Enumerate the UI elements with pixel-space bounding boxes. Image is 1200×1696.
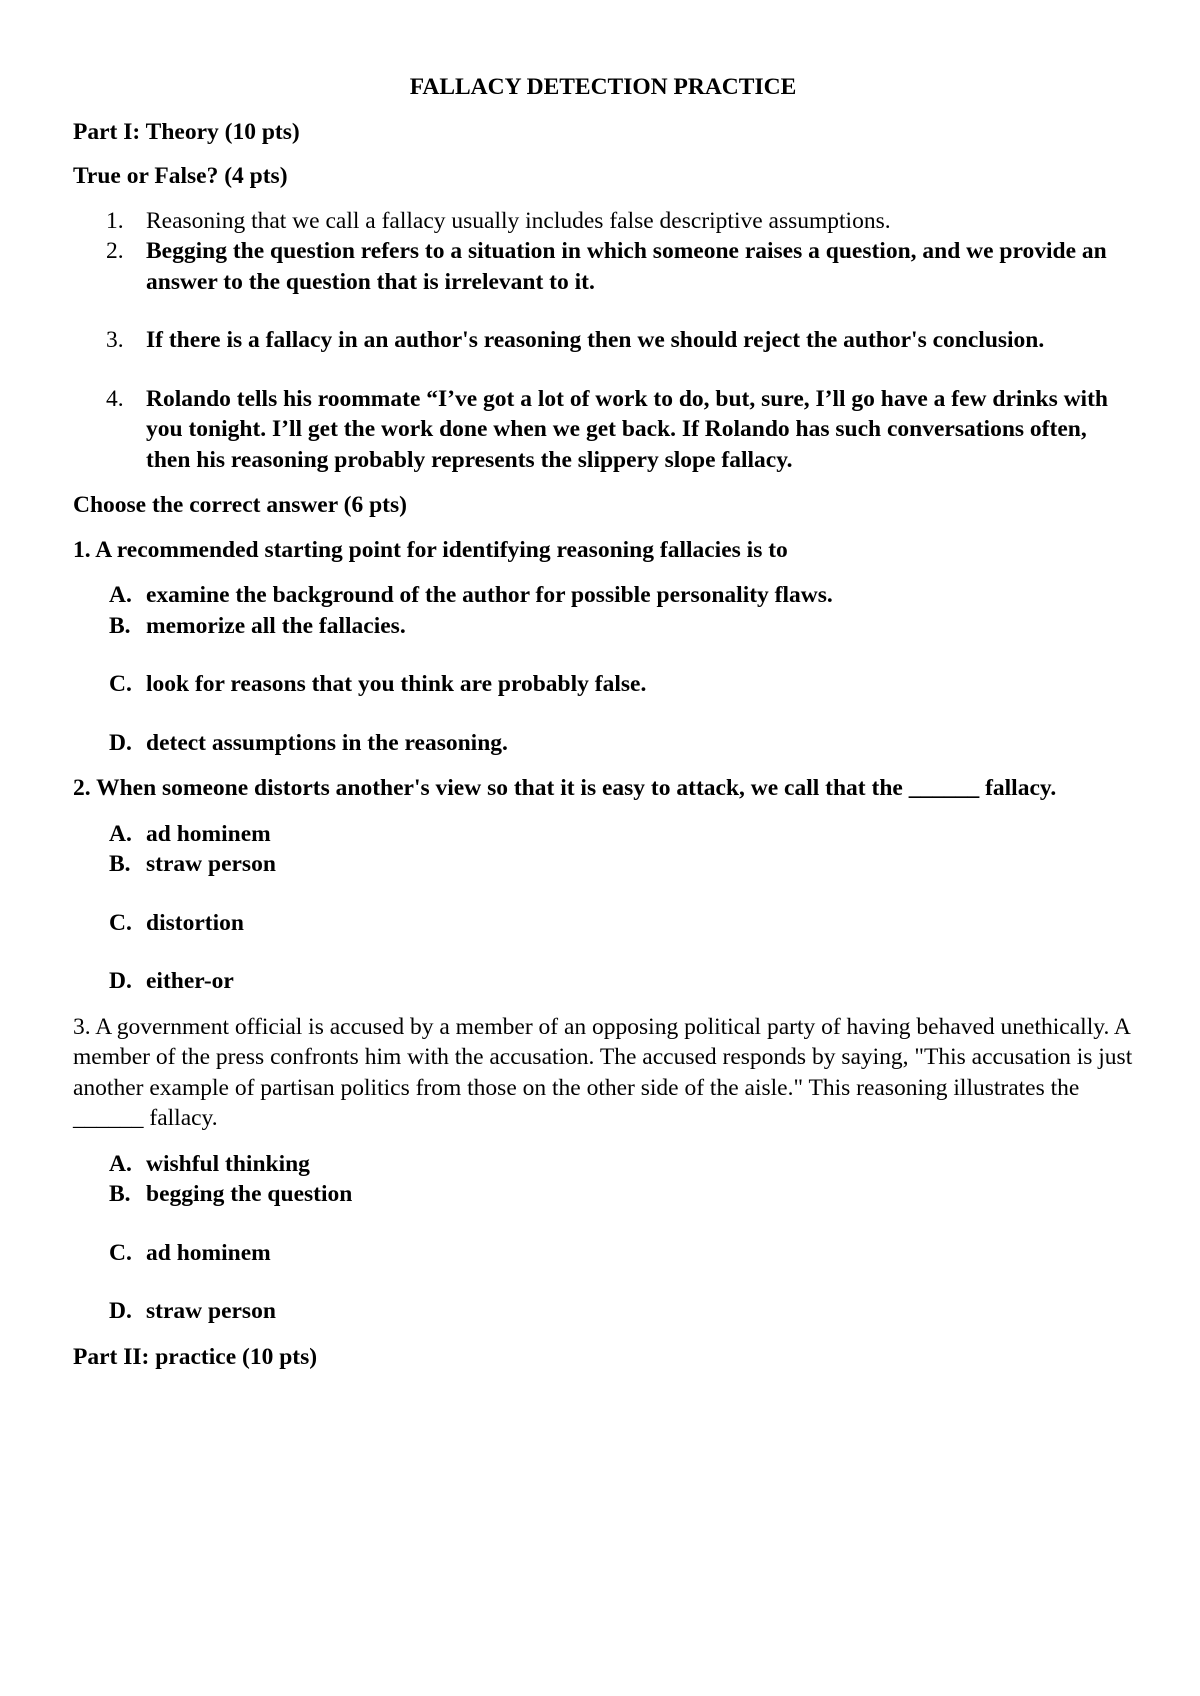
- item-text: Begging the question refers to a situation in which someone raises a question, and we provide an answer to the question that is irrelevant to it.: [146, 238, 1107, 295]
- option-text: look for reasons that you think are probably false.: [146, 671, 647, 697]
- item-text: If there is a fallacy in an author's reasoning then we should reject the author's conclusion.: [146, 327, 1045, 353]
- option-letter: C.: [109, 1239, 132, 1266]
- true-false-list: [73, 206, 1133, 476]
- option-c: [73, 669, 1133, 700]
- true-false-item-3: [73, 325, 1133, 356]
- option-d: [73, 728, 1133, 759]
- item-text: Reasoning that we call a fallacy usually includes false descriptive assumptions.: [146, 207, 891, 234]
- option-text: begging the question: [146, 1181, 353, 1207]
- question-2: 2. When someone distorts another's view so that it is easy to attack, we call that the ______ fallacy.: [73, 775, 1057, 801]
- option-text: straw person: [146, 851, 276, 877]
- option-letter: D.: [109, 968, 132, 994]
- option-c: [73, 1238, 1133, 1269]
- option-text: ad hominem: [146, 1239, 271, 1266]
- true-false-heading: True or False? (4 pts): [73, 163, 288, 189]
- part1-heading: Part I: Theory (10 pts): [73, 118, 300, 145]
- option-letter: B.: [109, 851, 131, 877]
- true-false-item-1: [73, 206, 1133, 237]
- option-text: detect assumptions in the reasoning.: [146, 729, 508, 756]
- option-letter: B.: [109, 612, 131, 639]
- option-letter: D.: [109, 1298, 132, 1324]
- option-text: examine the background of the author for possible personality flaws.: [146, 582, 833, 608]
- option-text: distortion: [146, 909, 244, 936]
- option-letter: C.: [109, 909, 132, 936]
- option-letter: B.: [109, 1181, 131, 1207]
- option-letter: A.: [109, 582, 132, 608]
- item-number: 4.: [106, 385, 124, 412]
- document-title: FALLACY DETECTION PRACTICE: [409, 74, 797, 100]
- option-text: either-or: [146, 968, 234, 994]
- option-letter: C.: [109, 671, 132, 697]
- option-b: [73, 611, 1133, 642]
- item-number: 1.: [106, 207, 124, 234]
- option-b: [73, 849, 1133, 880]
- item-number: 2.: [106, 238, 124, 264]
- option-letter: A.: [109, 820, 132, 847]
- option-a: [73, 1149, 1133, 1180]
- option-a: [73, 580, 1133, 611]
- option-text: straw person: [146, 1298, 276, 1324]
- question-3: 3. A government official is accused by a member of an opposing political party of having behaved unethically. A member of the press confronts him with the accusation. The accused responds by saying, "This accusation is just another example of partisan politics from those on the other side of the aisle." This reasoning illustrates the ______ fallacy.: [73, 1013, 1133, 1131]
- option-letter: A.: [109, 1150, 132, 1177]
- option-d: [73, 966, 1133, 997]
- option-a: [73, 819, 1133, 850]
- option-text: ad hominem: [146, 820, 271, 847]
- item-text: Rolando tells his roommate “I’ve got a lot of work to do, but, sure, I’ll go have a few drinks with you tonight. I’ll get the work done when we get back. If Rolando has such conversations often, then his reasoning probably represents the slippery slope fallacy.: [146, 385, 1108, 473]
- true-false-item-2: [73, 236, 1133, 297]
- question-3-options: [73, 1149, 1133, 1327]
- part2-heading: Part II: practice (10 pts): [73, 1343, 318, 1370]
- question-2-options: [73, 819, 1133, 997]
- option-letter: D.: [109, 729, 132, 756]
- question-1-options: [73, 580, 1133, 758]
- multiple-choice-heading: Choose the correct answer (6 pts): [73, 492, 407, 518]
- option-text: memorize all the fallacies.: [146, 612, 406, 639]
- option-b: [73, 1179, 1133, 1210]
- option-c: [73, 908, 1133, 939]
- true-false-item-4: [73, 384, 1133, 476]
- option-text: wishful thinking: [146, 1150, 310, 1177]
- item-number: 3.: [106, 327, 124, 353]
- question-1: 1. A recommended starting point for identifying reasoning fallacies is to: [73, 536, 788, 563]
- document-page: [73, 72, 1133, 1386]
- option-d: [73, 1296, 1133, 1327]
